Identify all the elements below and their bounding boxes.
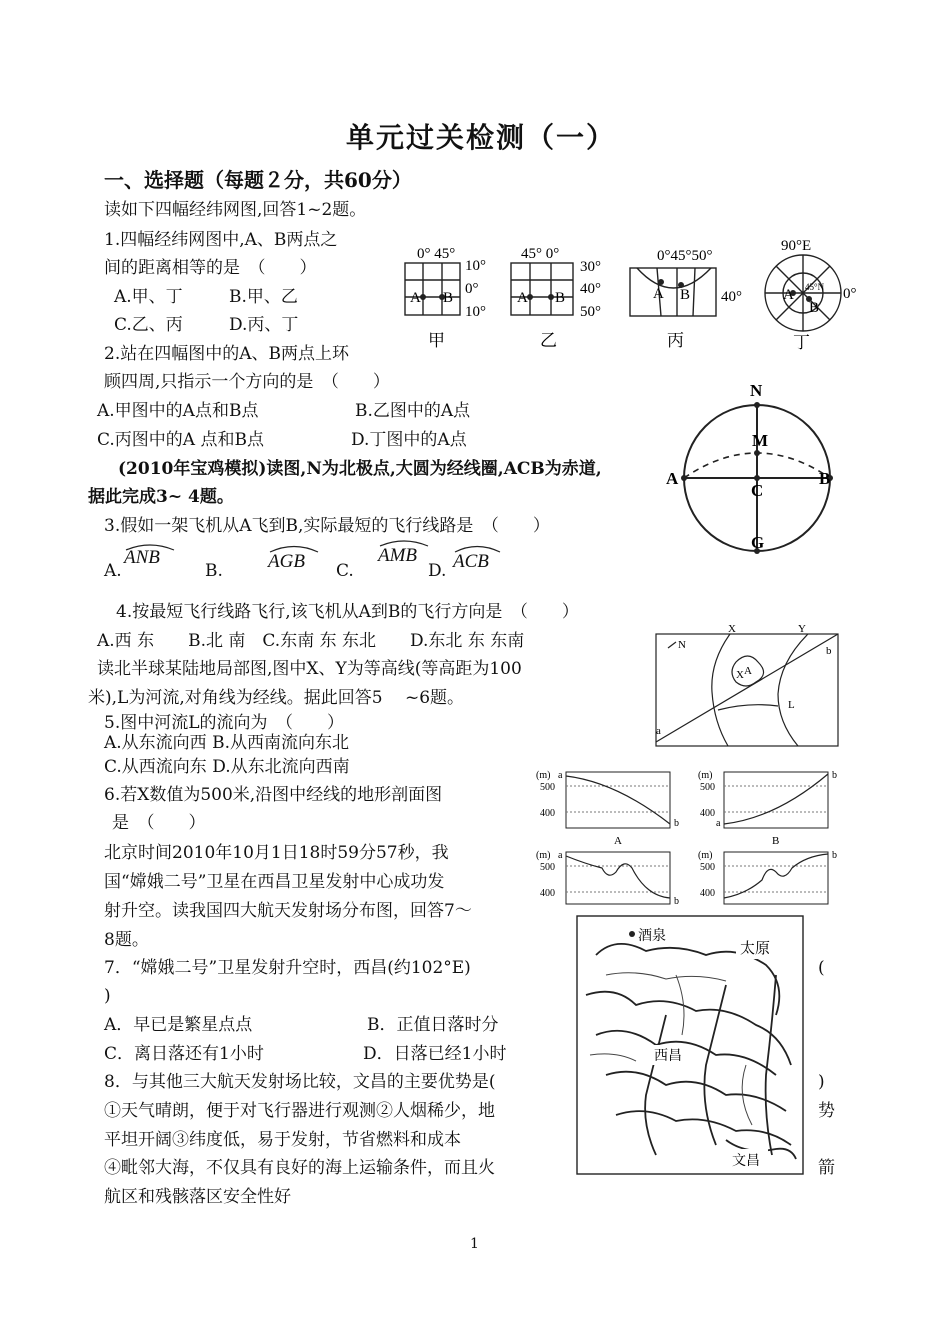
q3-option-b: B.	[205, 561, 223, 581]
launch-sites-map	[576, 915, 806, 1177]
q3-arc-a: ANB	[124, 547, 160, 568]
graticule-figures	[395, 238, 865, 358]
svg-text:400: 400	[540, 888, 555, 899]
grid-ding-name: 丁	[793, 333, 810, 352]
contour-label-x: X	[736, 669, 744, 681]
svg-text:(m): (m)	[698, 850, 713, 861]
grid-yi-top: 45° 0°	[521, 246, 560, 262]
svg-text:(m): (m)	[536, 850, 551, 861]
grid-yi	[511, 263, 573, 315]
intro-q3-4-line1: (2010年宝鸡模拟)读图,N为北极点,大圆为经线圈,ACB为赤道,	[118, 459, 602, 479]
contour-x	[712, 634, 730, 746]
q7-option-d: D．日落已经1小时	[363, 1044, 507, 1064]
grid-jia-a: A	[410, 290, 421, 306]
q3-option-c: C.	[336, 561, 354, 581]
q1-option-c: C.乙、丙	[114, 315, 183, 335]
grid-bing-name: 丙	[667, 331, 684, 350]
arc-mark-c	[380, 541, 428, 546]
grid-bing-a: A	[653, 286, 664, 302]
grid-jia-b: B	[443, 290, 454, 306]
grid-ding-a: A	[783, 287, 794, 303]
q8-statement-4: 航区和残骸落区安全性好	[104, 1187, 291, 1207]
contour-label-a-point: A	[744, 665, 752, 677]
map-label-xichang: 西昌	[654, 1049, 682, 1064]
q5-stem: 5.图中河流L的流向为 （ ）	[104, 713, 345, 733]
q8-stem: 8．与其他三大航天发射场比较，文昌的主要优势是(	[104, 1072, 496, 1092]
q1-option-a: A.甲、丁	[114, 287, 183, 307]
svg-text:b: b	[832, 850, 837, 861]
q3-arc-d: ACB	[453, 551, 489, 572]
grid-ding	[765, 255, 841, 331]
globe-label-n: N	[750, 381, 763, 400]
contour-label-y-top: Y	[798, 623, 806, 635]
q7-option-b: B．正值日落时分	[367, 1015, 499, 1035]
globe-label-c: C	[751, 481, 764, 500]
map-label-jiuquan: 酒泉	[638, 929, 666, 944]
intro-q1-2: 读如下四幅经纬网图,回答1~2题。	[104, 200, 367, 220]
map-label-taiyuan: 太原	[740, 941, 771, 957]
intro-q7-8-line2: 国“嫦娥二号”卫星在西昌卫星发射中心成功发	[104, 872, 445, 892]
q8-statement-3: ④毗邻大海，不仅具有良好的海上运输条件，而且火	[104, 1158, 495, 1178]
contour-y	[778, 634, 808, 746]
grid-jia-r3: 10°	[465, 304, 486, 320]
intro-q7-8-line1: 北京时间2010年10月1日18时59分57秒，我	[104, 843, 449, 863]
svg-text:400: 400	[540, 808, 555, 819]
q5-options-cd: C.从西流向东 D.从东北流向西南	[104, 757, 350, 777]
intro-q5-6-line2: 米),L为河流,对角线为经线。据此回答5 ~6题。	[88, 688, 465, 708]
grid-ding-inner: 45°N	[805, 282, 825, 292]
q7-option-c: C．离日落还有1小时	[104, 1044, 264, 1064]
grid-bing	[630, 268, 716, 316]
grid-ding-top: 90°E	[781, 238, 812, 254]
globe-label-b: B	[819, 469, 831, 488]
q8-statement-2: 平坦开阔③纬度低，易于发射，节省燃料和成本	[104, 1130, 461, 1150]
intro-q7-8-line3: 射升空。读我国四大航天发射场分布图，回答7～	[104, 901, 472, 921]
arc-mark-d	[455, 547, 500, 553]
q1-stem-line2: 间的距离相等的是 （ ）	[104, 258, 317, 278]
grid-yi-b: B	[555, 290, 566, 306]
globe-figure	[660, 378, 840, 558]
q8-paren-right: )	[818, 1072, 825, 1092]
q3-option-a: A.	[104, 561, 122, 581]
svg-text:500: 500	[700, 862, 715, 873]
q2-stem-line1: 2.站在四幅图中的A、B两点上环	[104, 344, 349, 364]
svg-text:a: a	[558, 770, 563, 781]
svg-text:b: b	[832, 770, 837, 781]
q1-option-d: D.丙、丁	[229, 315, 299, 335]
q3-stem: 3.假如一架飞机从A飞到B,实际最短的飞行线路是 （ ）	[104, 516, 550, 536]
q2-option-a: A.甲图中的A点和B点	[97, 401, 259, 421]
profile-a	[536, 770, 679, 847]
svg-text:(m): (m)	[536, 770, 551, 781]
map-label-wenchang: 文昌	[732, 1154, 760, 1169]
grid-jia-top: 0° 45°	[417, 246, 456, 262]
grid-bing-b: B	[680, 287, 691, 303]
q4-options: A.西 东 B.北 南 C.东南 东 东北 D.东北 东 东南	[97, 631, 525, 651]
profile-d	[698, 850, 837, 904]
q8-statement-3-end: 箭	[818, 1158, 835, 1178]
grid-yi-a: A	[517, 290, 528, 306]
grid-yi-r3: 50°	[580, 304, 601, 320]
q7-option-a: A．早已是繁星点点	[104, 1015, 253, 1035]
contour-label-b: b	[826, 645, 832, 657]
grid-jia-name: 甲	[428, 331, 445, 350]
svg-text:(m): (m)	[698, 770, 713, 781]
profile-c	[536, 850, 679, 907]
grid-ding-b: B	[809, 300, 820, 316]
grid-ding-right: 0°	[843, 286, 857, 302]
svg-text:b: b	[674, 896, 679, 907]
grid-yi-r2: 40°	[580, 281, 601, 297]
q2-stem-line2: 顾四周,只指示一个方向的是 （ ）	[104, 372, 390, 392]
q6-stem-line2: 是 （ ）	[112, 813, 206, 833]
q3-arc-b: AGB	[268, 551, 305, 572]
q3-arc-c: AMB	[378, 545, 418, 566]
grid-yi-name: 乙	[540, 331, 557, 350]
q5-options-ab: A.从东流向西 B.从西南流向东北	[104, 733, 349, 753]
q1-option-b: B.甲、乙	[229, 287, 298, 307]
grid-bing-right: 40°	[721, 289, 742, 305]
contour-label-n: N	[678, 639, 686, 651]
intro-q7-8-line4: 8题。	[104, 930, 149, 950]
svg-text:500: 500	[700, 782, 715, 793]
q6-stem-line1: 6.若X数值为500米,沿图中经线的地形剖面图	[104, 785, 443, 805]
q8-statement-1: ①天气晴朗，便于对飞行器进行观测②人烟稀少，地	[104, 1101, 495, 1121]
arc-mark-a	[126, 545, 174, 550]
q3-option-d: D.	[428, 561, 447, 581]
svg-text:a: a	[716, 818, 721, 829]
q2-option-b: B.乙图中的A点	[355, 401, 471, 421]
intro-q3-4-line2: 据此完成3~ 4题。	[88, 487, 234, 507]
grid-bing-top: 0°45°50°	[657, 248, 713, 264]
globe-label-a: A	[666, 469, 679, 488]
profile-b	[698, 770, 837, 847]
grid-jia-r2: 0°	[465, 281, 479, 297]
svg-text:500: 500	[540, 782, 555, 793]
page-title: 单元过关检测（一）	[346, 121, 617, 154]
q7-stem: 7．“嫦娥二号”卫星发射升空时，西昌(约102°E)	[104, 958, 471, 978]
globe-label-m: M	[752, 431, 769, 450]
svg-text:400: 400	[700, 888, 715, 899]
page-number: 1	[470, 1236, 479, 1252]
svg-text:b: b	[674, 818, 679, 829]
svg-text:500: 500	[540, 862, 555, 873]
contour-label-a: a	[656, 725, 661, 737]
svg-text:A: A	[614, 835, 622, 847]
arc-mark-b	[270, 547, 318, 553]
svg-text:B: B	[772, 835, 780, 847]
grid-jia	[405, 263, 460, 315]
contour-map-figure	[648, 622, 848, 750]
q8-statement-1-end: 势	[818, 1101, 835, 1121]
q7-paren-right: )	[104, 986, 111, 1006]
q7-paren-left: (	[818, 958, 825, 978]
profile-figures	[536, 768, 846, 908]
intro-q5-6-line1: 读北半球某陆地局部图,图中X、Y为等高线(等高距为100	[97, 659, 522, 679]
svg-text:a: a	[558, 850, 563, 861]
grid-yi-r1: 30°	[580, 259, 601, 275]
river-l	[718, 705, 778, 710]
q2-option-d: D.丁图中的A点	[351, 430, 467, 450]
contour-label-x-top: X	[728, 623, 736, 635]
globe-label-g: G	[751, 533, 765, 552]
contour-label-l: L	[788, 699, 795, 711]
q1-stem-line1: 1.四幅经纬网图中,A、B两点之	[104, 230, 338, 250]
section-heading: 一、选择题（每题２分，共60分）	[104, 168, 412, 192]
grid-jia-r1: 10°	[465, 258, 486, 274]
svg-text:400: 400	[700, 808, 715, 819]
q2-option-c: C.丙图中的A 点和B点	[97, 430, 264, 450]
q4-stem: 4.按最短飞行线路飞行,该飞机从A到B的飞行方向是 （ ）	[116, 602, 579, 622]
